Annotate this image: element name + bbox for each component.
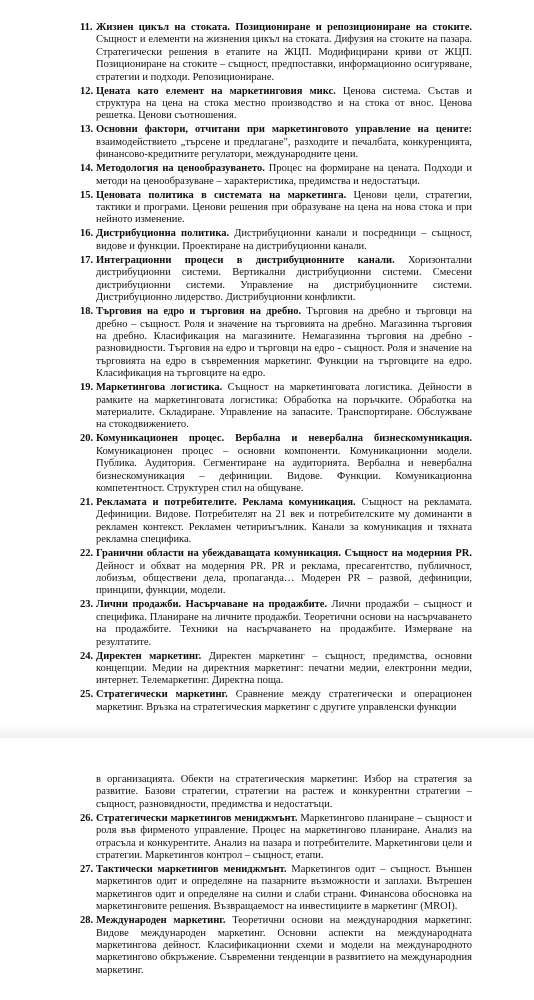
topic-description: Маркетингов одит – същност. Външен маркетингов одит и определяне на пазарните възможности и заплахи. Вътрешен маркетингов одит и определяне на силни и слаби страни. Финансова обосновка на маркетинговите решения. Възвращаемост на инвестициите в маркетинг (MROI).	[96, 864, 472, 913]
topic-item	[80, 382, 472, 432]
topic-item	[80, 497, 472, 547]
topic-number: 23.	[80, 599, 94, 611]
exam-topics-list	[80, 22, 472, 716]
topic-title: Търговия на едро и търговия на дребно.	[96, 306, 302, 318]
topic-item	[80, 433, 472, 495]
document-page-2	[0, 738, 534, 1000]
topic-description: Директен маркетинг – същност, предимства, основни концепции. Медии на директния маркетинг: печатни медии, електронни медии, интернет. Телемаркетинг. Директна поща.	[96, 650, 472, 687]
topic-title: Тактически маркетингов мениджмънт.	[96, 864, 287, 876]
topic-description: Същност на рекламата. Дефиниции. Видове. Потребителят на 21 век и потребителските му доминанти в рекламен контекст. Рекламен четириъгълник. Канали за комуникация и тяхната рекламна специфика.	[96, 496, 472, 546]
topic-item	[80, 190, 472, 227]
topic-item	[80, 915, 472, 977]
topic-description: Процес на формиране на цената. Подходи и методи на ценообразуване – характеристика, предимства и недостатъци.	[96, 163, 472, 187]
topic-number: 26.	[80, 812, 94, 824]
topic-number: 20.	[80, 433, 94, 445]
topic-number: 27.	[80, 864, 94, 876]
topic-title: Директен маркетинг.	[96, 650, 202, 662]
topic-item	[80, 86, 472, 123]
topic-title: Дистрибуционна политика.	[96, 228, 230, 240]
topic-number: 17.	[80, 254, 94, 266]
topic-number: 13.	[80, 124, 94, 136]
topic-title: Стратегически маркетинг.	[96, 689, 228, 701]
topic-description: Ценова система. Състав и структура на цена на стока местно производство и на стока от внос. Ценова решетка. Ценови съотношения.	[96, 85, 473, 122]
topic-description: взаимодействието „търсене и предлагане", разходите и печалбата, конкуренцията, финансово-кредитните регулатори, международните цени.	[96, 136, 472, 161]
topic-description: Сравнение между стратегически и операционен маркетинг. Връзка на стратегическия маркетинг с другите управленски функции	[96, 689, 472, 713]
topic-title: Международен маркетинг.	[96, 915, 226, 927]
topic-title: Ценовата политика в системата на маркетинга.	[96, 189, 347, 201]
topic-title: Интеграционни процеси в дистрибуционните канали.	[96, 254, 395, 266]
topic-description: Същност и елементи на жизнения цикъл на стоката. Дифузия на стоките на пазара. Стратегически решения в етапите на ЖЦП. Модифицирани криви от ЖЦП. Позициониране на стоките – същност, предпоставки, информационно осигуряване, стратегии и подходи. Репозициониране.	[96, 34, 472, 83]
topic-description: Хоризонтални дистрибуционни системи. Вертикални дистрибуционни системи. Смесени дистрибуционни системи. Управление на дистрибуционните системи. Дистрибуционно лидерство. Дистрибуционни конфликти.	[96, 254, 472, 304]
topic-number: 21.	[80, 496, 94, 508]
topic-number: 24.	[80, 650, 94, 662]
topic-title: Гранични области на убеждаващата комуникация. Същност на модерния PR.	[96, 548, 472, 560]
topic-number: 19.	[80, 382, 94, 394]
topic-description: Комуникационен процес – основни компоненти. Комуникационни модели. Публика. Аудитория. Сегментиране на аудиторията. Вербална и невербална бизнескомуникация – дефиниции. Видове. Функции. Комуникационна компетентност. Структурен стил на общуване.	[96, 445, 472, 494]
topic-description: Теоретични основи на международния маркетинг. Видове международен маркетинг. Основни аспекти на международната маркетингова дейност. Класификационни схеми и модели на международното маркетингово обкръжение. Съвременни тенденции в развитието на международния маркетинг.	[96, 915, 472, 976]
topic-title: Жизнен цикъл на стоката. Позициониране и репозициониране на стоките.	[96, 22, 472, 33]
topic-title: Стратегически маркетингов мениджмънт.	[96, 812, 298, 824]
topic-item	[80, 548, 472, 598]
topic-number: 18.	[80, 306, 94, 318]
topic-description: Маркетингово планиране – същност и роля във фирменото управление. Процес на маркетингово планиране. Анализ на отрасъла и конкурентите. Анализ на пазара и потребителите. Маркетингови цели и стратегии. Маркетингов контрол – същност, етапи.	[96, 812, 472, 862]
topic-number: 22.	[80, 548, 94, 560]
topic-item	[80, 306, 472, 380]
topic-description: Дейност и обхват на модерния PR. PR и реклама, пресагентство, публичност, лобизъм, обществени дела, пропаганда… Модерен PR – развой, дефиниции, принципи, функции, модели.	[96, 560, 472, 597]
topic-item	[80, 163, 472, 188]
topic-title: Комуникационен процес. Вербална и невербална бизнескомуникация.	[96, 433, 472, 445]
topic-title: Методология на ценообразуването.	[96, 163, 265, 175]
topic-number: 14.	[80, 163, 94, 175]
topic-description: Същност на маркетинговата логистика. Дейности в рамките на маркетинговата логистика: Обработка на поръчките. Обработка на материалите. Складиране. Управление на запасите. Транспортиране. Обслужване на стокодвижението.	[96, 382, 473, 431]
topic-title: Рекламата и потребителите. Реклама комуникация.	[96, 496, 356, 508]
topic-item	[80, 864, 472, 914]
topic-item	[80, 813, 472, 863]
topic-description: Ценови цели, стратегии, тактики и програми. Ценови решения при образуване на цена на нова стока и при нейното изменение.	[96, 189, 472, 226]
topic-item	[80, 124, 472, 161]
topic-title: Маркетингова логистика.	[96, 382, 223, 394]
topic-number: 16.	[80, 228, 94, 240]
topic-item	[80, 651, 472, 688]
topic-number: 12.	[80, 85, 94, 97]
topic-description: Търговия на дребно и търговци на дребно – същност. Роля и значение на търговията на дребно. Магазинна търговия на дребно. Класификация на магазините. Немагазинна търговия на дребно - разновидности. Търговия на едро и търговци на едро - същност. Роля и значение на търговията на едро в съвременния маркетинг. Функции на търговците на едро. Класификация на търговците на едро.	[96, 306, 473, 380]
topic-item	[80, 22, 472, 84]
topic-description: Лични продажби – същност и специфика. Планиране на личните продажби. Теоретични основи на насърчаването на продажбите. Техники на насърчаването на продажбите. Измерване на резултатите.	[96, 599, 472, 648]
topic-title: Цената като елемент на маркетинговия микс.	[96, 85, 336, 97]
topic-description: Дистрибуционни канали и посредници – същност, видове и функции. Проектиране на дистрибуционни канали.	[96, 228, 472, 252]
topic-item	[80, 599, 472, 649]
topic-item	[80, 689, 472, 714]
topic-number: 11.	[80, 22, 93, 33]
topic-25-continuation: в организацията. Обекти на стратегическия маркетинг. Избор на стратегия за развитие. Базови стратегии, стратегии на растеж и конкурентни стратегии – същност, разновидности, предимства и недостатъци.	[96, 774, 472, 810]
topic-title: Основни фактори, отчитани при маркетинговото управление на цените:	[96, 124, 472, 136]
topic-number: 25.	[80, 689, 94, 701]
topic-item	[80, 255, 472, 305]
topic-item	[80, 228, 472, 253]
topic-number: 28.	[80, 915, 94, 927]
exam-topics-list-continued	[80, 774, 472, 979]
topic-title: Лични продажби. Насърчаване на продажбите.	[96, 599, 328, 611]
topic-number: 15.	[80, 189, 94, 201]
